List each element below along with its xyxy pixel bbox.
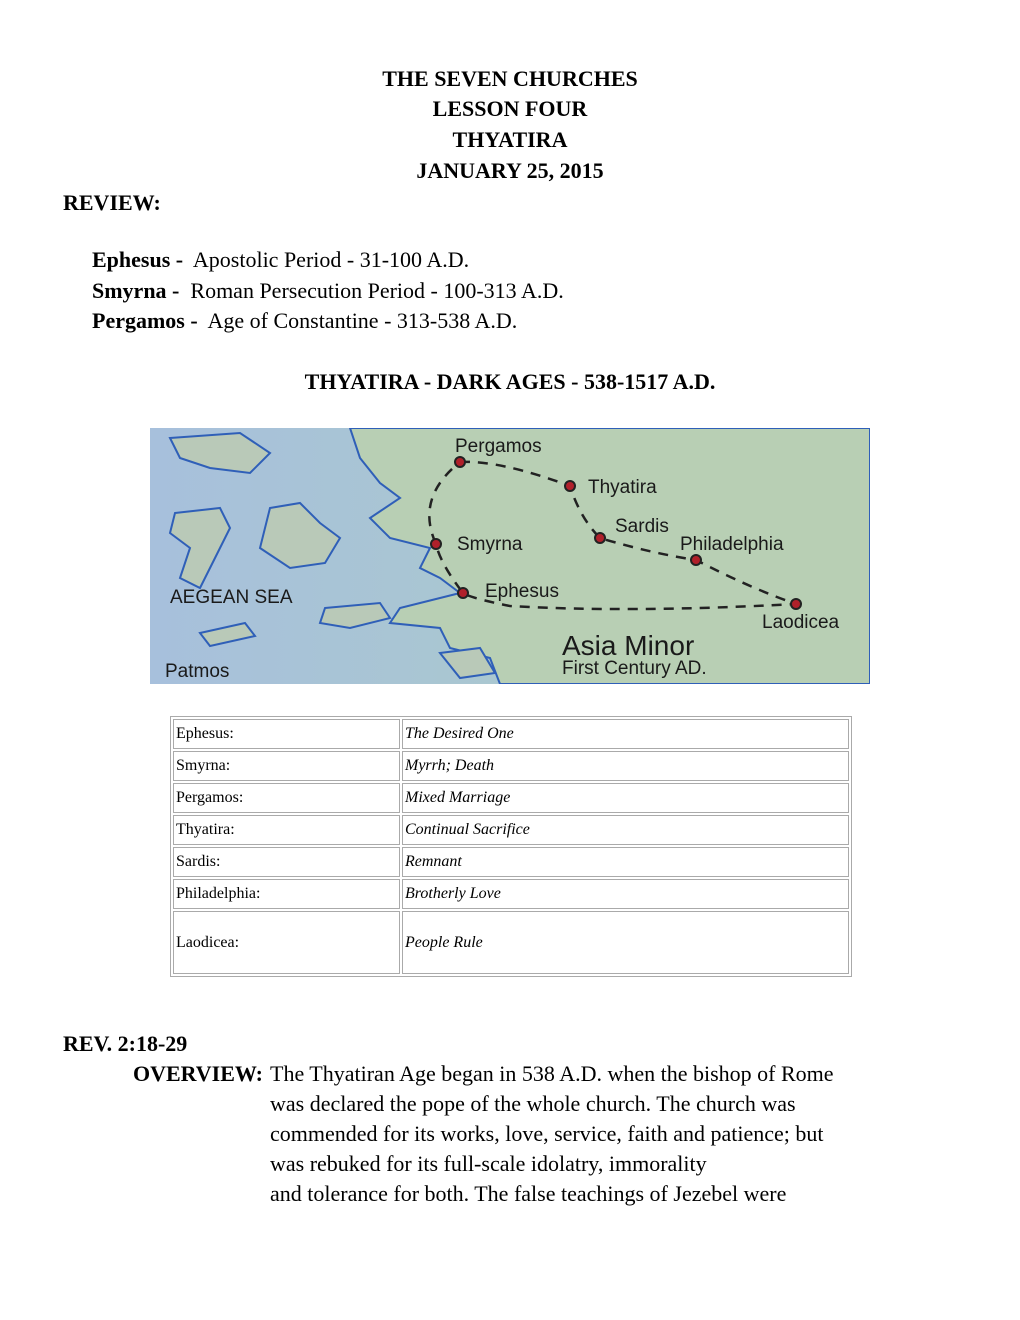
review-church: Ephesus - [92, 247, 184, 272]
dot-philadelphia [691, 555, 701, 565]
dot-pergamos [455, 457, 465, 467]
church-meanings-table [170, 716, 852, 977]
meaning-cell: Remnant [402, 847, 849, 877]
scripture-reference: REV. 2:18-29 [63, 1031, 188, 1056]
map-label-thyatira: Thyatira [588, 477, 657, 498]
lesson-date: JANUARY 25, 2015 [416, 158, 604, 183]
review-desc: Roman Persecution Period - 100-313 A.D. [190, 278, 564, 303]
table-row [173, 815, 849, 845]
review-item [92, 278, 564, 304]
dot-laodicea [791, 599, 801, 609]
church-cell: Ephesus: [173, 719, 400, 749]
section-title: THYATIRA - DARK AGES - 538-1517 A.D. [304, 369, 716, 394]
meaning-cell: Continual Sacrifice [402, 815, 849, 845]
asia-minor-map [150, 428, 870, 684]
church-cell: Sardis: [173, 847, 400, 877]
review-item [92, 308, 517, 334]
lesson-topic: THYATIRA [452, 127, 568, 152]
table-row [173, 783, 849, 813]
dot-smyrna [431, 539, 441, 549]
lesson-number: LESSON FOUR [432, 96, 588, 121]
meaning-cell: Brotherly Love [402, 879, 849, 909]
map-label-ephesus: Ephesus [485, 581, 559, 602]
overview-line: was declared the pope of the whole church. The church was [270, 1091, 796, 1116]
review-item [92, 247, 469, 273]
church-cell: Thyatira: [173, 815, 400, 845]
dot-sardis [595, 533, 605, 543]
dot-thyatira [565, 481, 575, 491]
doc-title: THE SEVEN CHURCHES [382, 66, 638, 91]
overview-line: commended for its works, love, service, faith and patience; but [270, 1121, 824, 1146]
church-cell: Philadelphia: [173, 879, 400, 909]
map-label-philadelphia: Philadelphia [680, 534, 784, 555]
table-row [173, 751, 849, 781]
table-row [173, 719, 849, 749]
meaning-cell: The Desired One [402, 719, 849, 749]
overview-line: The Thyatiran Age began in 538 A.D. when the bishop of Rome [270, 1061, 834, 1086]
overview-line: and tolerance for both. The false teachings of Jezebel were [270, 1181, 787, 1206]
church-cell: Smyrna: [173, 751, 400, 781]
map-subtitle: First Century AD. [562, 658, 707, 679]
review-desc: Age of Constantine - 313-538 A.D. [207, 308, 518, 333]
table-row [173, 847, 849, 877]
review-heading: REVIEW: [63, 190, 161, 215]
map-title: Asia Minor [562, 630, 695, 661]
map-label-patmos: Patmos [165, 661, 230, 682]
map-label-pergamos: Pergamos [455, 436, 542, 457]
overview-label: OVERVIEW: [132, 1061, 263, 1086]
church-cell: Laodicea: [173, 911, 400, 974]
meaning-cell: People Rule [402, 911, 849, 974]
overview-line: was rebuked for its full-scale idolatry, immorality [270, 1151, 707, 1176]
dot-ephesus [458, 588, 468, 598]
review-church: Pergamos - [92, 308, 198, 333]
table-row [173, 879, 849, 909]
church-cell: Pergamos: [173, 783, 400, 813]
map-label-sea: AEGEAN SEA [170, 587, 293, 608]
map-label-smyrna: Smyrna [457, 534, 523, 555]
review-desc: Apostolic Period - 31-100 A.D. [192, 247, 470, 272]
table-row [173, 911, 849, 974]
meaning-cell: Myrrh; Death [402, 751, 849, 781]
meaning-cell: Mixed Marriage [402, 783, 849, 813]
map-label-sardis: Sardis [615, 516, 669, 537]
review-church: Smyrna - [92, 278, 180, 303]
map-label-laodicea: Laodicea [762, 612, 840, 633]
